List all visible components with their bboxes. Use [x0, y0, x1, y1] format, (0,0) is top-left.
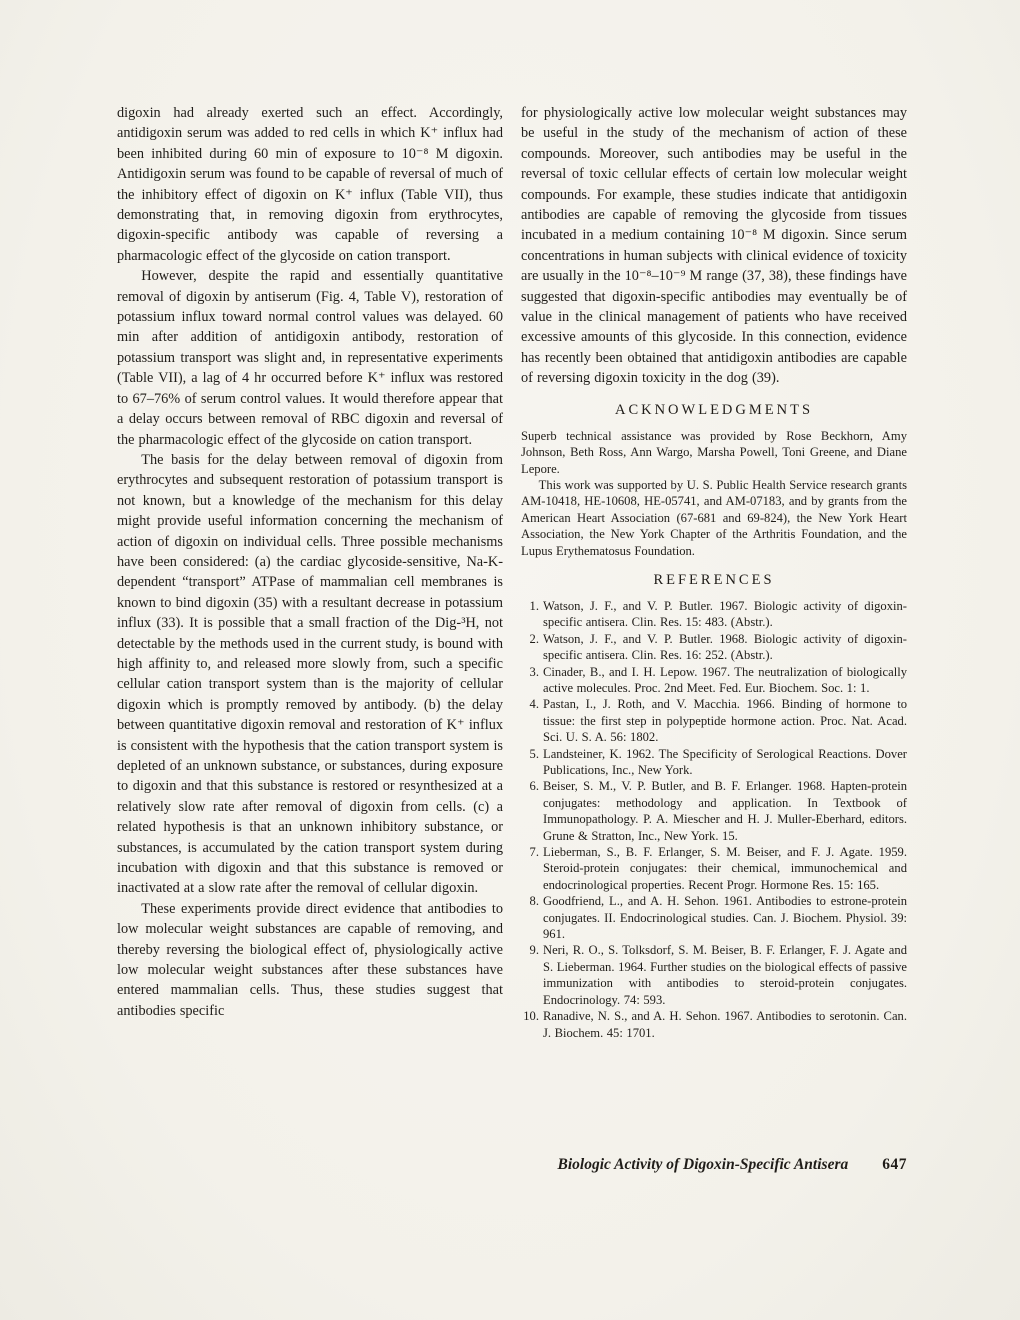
reference-number: 5. — [529, 746, 539, 761]
reference-list — [521, 598, 907, 1041]
right-column — [521, 103, 907, 1041]
references-heading: REFERENCES — [653, 571, 775, 588]
reference-item — [521, 844, 907, 893]
reference-item — [521, 746, 907, 779]
reference-item — [521, 696, 907, 745]
reference-number: 10. — [523, 1009, 539, 1024]
reference-number: 3. — [529, 664, 539, 679]
body-paragraph: The basis for the delay between removal of digoxin from erythrocytes and subsequent restoration of potassium transport is not known, but a knowledge of the mechanism for this delay might provide useful information concerning the mechanism of action of digoxin on individual cells. Three possible mechanisms have been considered: (a) the cardiac glycoside-sensitive, Na-K-dependent “transport” ATPase of mammalian cell membranes is known to bind digoxin (35) with a resultant decrease in potassium influx (33). It is possible that a small fraction of the Dig-³H, not detectable by the methods used in the current study, is bound with high affinity to, and released more slowly from, such a specific cellular cation transport system than is the majority of cellular digoxin which is promptly removed by antibody. (b) the delay between quantitative digoxin removal and restoration of K⁺ influx is consistent with the hypothesis that the cation transport system is depleted of an unknown substance, or substances, during exposure to digoxin and that this substance is restored or resynthesized at a relatively slow rate after removal of digoxin from cells. (c) a related hypothesis is that an unknown inhibitory substance, or substances, is accumulated by the cation transport system during incubation with digoxin and that this substance is removed or inactivated at a slow rate after the removal of cellular digoxin. — [117, 451, 503, 897]
page-footer — [117, 1156, 907, 1174]
left-column — [117, 103, 503, 1041]
reference-text: Goodfriend, L., and A. H. Sehon. 1961. Antibodies to estrone-protein conjugates. II. Endocrinological studies. Can. J. Biochem. Physiol. 39: 961. — [543, 894, 907, 942]
reference-number: 4. — [529, 697, 539, 712]
body-paragraph: digoxin had already exerted such an effect. Accordingly, antidigoxin serum was added to red cells in which K⁺ influx had been inhibited during 60 min of exposure to 10⁻⁸ M digoxin. Antidigoxin serum was found to be capable of reversal of much of the inhibitory effect of digoxin on K⁺ influx (Table VII), thus demonstrating that, in removing digoxin from erythrocytes, digoxin-specific antibody was capable of reversing a pharmacologic effect of the glycoside on cation transport. — [117, 105, 503, 264]
two-column-text-area — [117, 103, 907, 1041]
reference-text: Watson, J. F., and V. P. Butler. 1967. Biologic activity of digoxin-specific antisera. Clin. Res. 15: 483. (Abstr.). — [543, 598, 907, 630]
acknowledgments-section — [521, 428, 907, 559]
running-title: Biologic Activity of Digoxin-Specific Antisera — [557, 1156, 849, 1173]
reference-item — [521, 631, 907, 664]
reference-item — [521, 893, 907, 942]
reference-item — [521, 942, 907, 1008]
reference-text: Cinader, B., and I. H. Lepow. 1967. The neutralization of biologically active molecules. Proc. 2nd Meet. Fed. Eur. Biochem. Soc. 1: 1. — [543, 664, 907, 695]
acknowledgments-heading: ACKNOWLEDGMENTS — [614, 401, 814, 418]
body-paragraph: However, despite the rapid and essentially quantitative removal of digoxin by antiserum (Fig. 4, Table V), restoration of potassium influx toward normal control values was delayed. 60 min after addition of antidigoxin antibody, restoration of potassium transport was slight and, in representative experiments (Table VII), a lag of 4 hr occurred before K⁺ influx was restored to 67–76% of serum control values. It would therefore appear that a delay occurs between removal of RBC digoxin and reversal of the pharmacologic effect of the glycoside on cation transport. — [117, 268, 503, 448]
page-number: 647 — [882, 1156, 907, 1173]
acknowledgments-paragraph: Superb technical assistance was provided by Rose Beckhorn, Amy Johnson, Beth Ross, Ann Wargo, Marsha Powell, Toni Greene, and Diane Lepore. — [521, 428, 907, 476]
reference-number: 1. — [529, 598, 539, 613]
reference-text: Pastan, I., J. Roth, and V. Macchia. 1966. Binding of hormone to tissue: the first step in polypeptide hormone action. Proc. Nat. Acad. Sci. U. S. A. 56: 1802. — [543, 697, 907, 745]
reference-item — [521, 778, 907, 844]
reference-item — [521, 664, 907, 697]
reference-number: 7. — [529, 845, 539, 860]
reference-text: Ranadive, N. S., and A. H. Sehon. 1967. Antibodies to serotonin. Can. J. Biochem. 45: 1701. — [543, 1009, 907, 1040]
reference-text: Neri, R. O., S. Tolksdorf, S. M. Beiser, B. F. Erlanger, F. J. Agate and S. Lieberman. 1964. Further studies on the biological effects of passive immunization with antibodies to steroid-protein conjugates. Endocrinology. 74: 593. — [543, 943, 907, 1007]
reference-number: 6. — [529, 779, 539, 794]
reference-text: Beiser, S. M., V. P. Butler, and B. F. Erlanger. 1968. Hapten-protein conjugates: methodology and application. In Textbook of Immunopathology. P. A. Miescher and H. J. Muller-Eberhard, editors. Grune & Stratton, Inc., New York. 15. — [543, 779, 907, 843]
reference-text: Watson, J. F., and V. P. Butler. 1968. Biologic activity of digoxin-specific antisera. Clin. Res. 16: 252. (Abstr.). — [543, 631, 907, 663]
body-paragraph: These experiments provide direct evidence that antibodies to low molecular weight substances are capable of removing, and thereby reversing the biological effect of, physiologically active low molecular weight substances after these substances have entered mammalian cells. Thus, these studies suggest that antibodies specific — [117, 900, 503, 1019]
reference-text: Lieberman, S., B. F. Erlanger, S. M. Beiser, and F. J. Agate. 1959. Steroid-protein conjugates: their chemical, immunochemical and endocrinological properties. Recent Progr. Hormone Res. 15: 165. — [543, 845, 907, 892]
acknowledgments-paragraph: This work was supported by U. S. Public Health Service research grants AM-10418, HE-10608, HE-05741, and AM-07183, and by grants from the American Heart Association (67-681 and 69-824), the New York Heart Association, the New York Chapter of the Arthritis Foundation, and the Lupus Erythematosus Foundation. — [521, 477, 907, 558]
reference-number: 2. — [529, 631, 539, 646]
reference-number: 8. — [529, 894, 539, 909]
reference-item — [521, 1008, 907, 1041]
reference-number: 9. — [529, 943, 539, 958]
reference-text: Landsteiner, K. 1962. The Specificity of Serological Reactions. Dover Publications, Inc., New York. — [543, 746, 907, 777]
reference-item — [521, 598, 907, 631]
body-paragraph: for physiologically active low molecular weight substances may be useful in the study of the mechanism of action of these compounds. Moreover, such antibodies may be useful in the reversal of toxic cellular effects of certain low molecular weight compounds. For example, these studies indicate that antidigoxin antibodies are capable of removing the glycoside from tissues incubated in a medium containing 10⁻⁸ M digoxin. Since serum concentrations in human subjects with clinical evidence of toxicity are usually in the 10⁻⁸–10⁻⁹ M range (37, 38), these findings have suggested that digoxin-specific antibodies may eventually be of value in the clinical management of patients who have received excessive amounts of this glycoside. In this connection, evidence has recently been obtained that antidigoxin antibodies are capable of reversing digoxin toxicity in the dog (39). — [521, 105, 907, 387]
